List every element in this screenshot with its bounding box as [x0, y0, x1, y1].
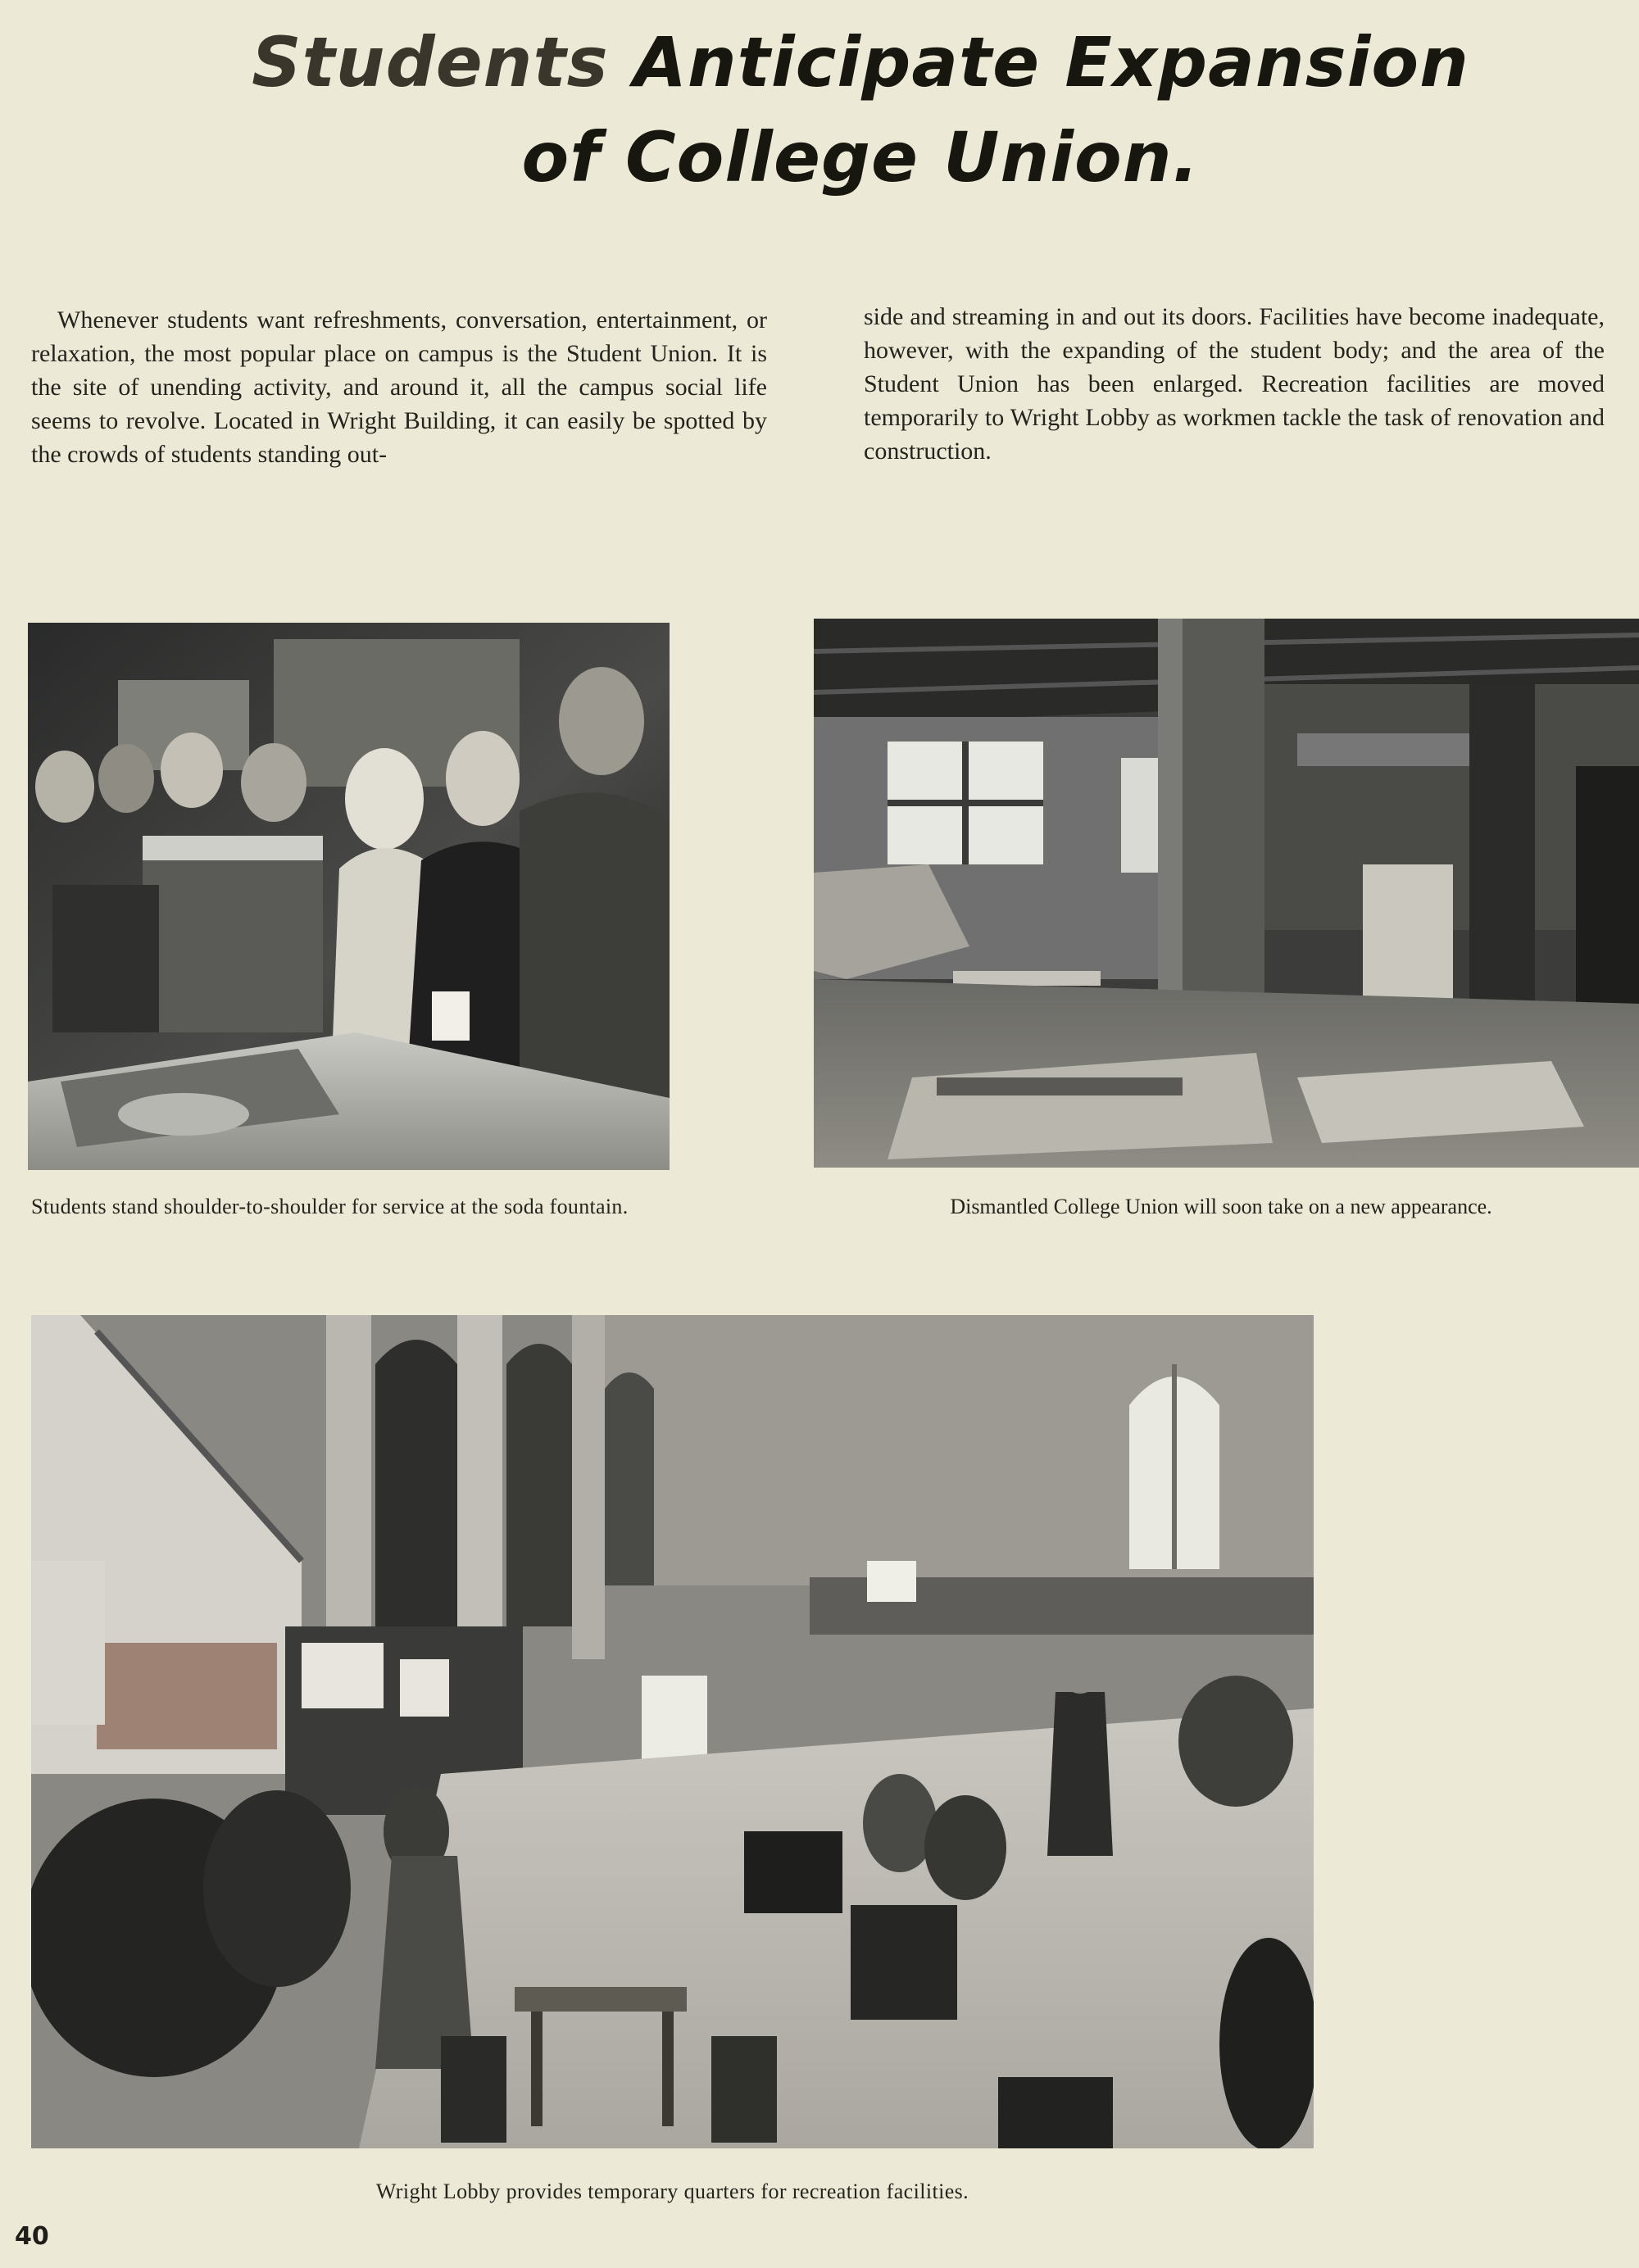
body-text-left-column: Whenever students want refreshments, conversation, entertainment, or relaxation, the most popular place on campus is the Student Union. It is the site of unending activity, and around it, all the campus social life seems to revolve. Located in Wright Building, it can easily be spotted by the crowds of students standing out-: [31, 306, 767, 468]
dismantled-union-caption: Dismantled College Union will soon take on a new appearance.: [950, 1195, 1492, 1218]
soda-fountain-caption: Students stand shoulder-to-shoulder for service at the soda fountain.: [31, 1195, 629, 1218]
wright-lobby-photo: [31, 1315, 1314, 2148]
wright-lobby-caption: Wright Lobby provides temporary quarters for recreation facilities.: [375, 2180, 969, 2203]
headline-rest: Anticipate Expansion of College Union.: [521, 22, 1469, 197]
headline-lead-word: Students: [252, 22, 609, 102]
body-text-right-column: side and streaming in and out its doors. Facilities have become inadequate, however, with the expanding of the student body; and the area of the Student Union has been enlarged. Recreation facilities are moved temporarily to Wright Lobby as workmen tackle the task of renovation and construction.: [864, 303, 1605, 465]
page-number: 40: [15, 2222, 49, 2251]
dismantled-union-photo: [814, 619, 1639, 1168]
page-headline: [246, 15, 1475, 205]
soda-fountain-photo: [28, 623, 670, 1170]
